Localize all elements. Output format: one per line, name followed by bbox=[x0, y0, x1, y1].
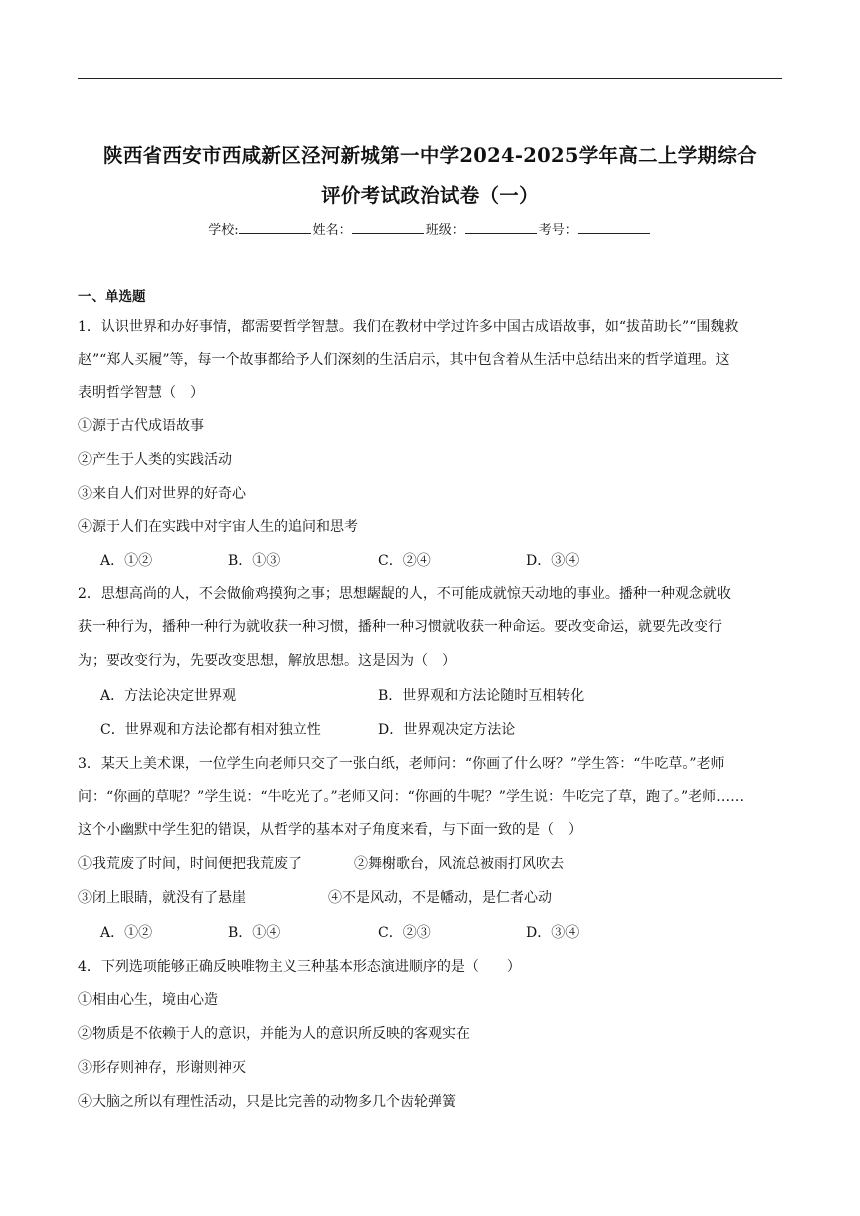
school-blank[interactable] bbox=[239, 221, 311, 234]
option-c[interactable]: C．世界观和方法论都有相对独立性 bbox=[100, 722, 321, 738]
option-b[interactable]: B．①③ bbox=[228, 553, 281, 569]
option-c[interactable]: C．②④ bbox=[378, 553, 431, 569]
option-b[interactable]: B．世界观和方法论随时互相转化 bbox=[378, 688, 585, 704]
option-d[interactable]: D．③④ bbox=[526, 553, 580, 569]
question-2-text: 为；要改变行为，先要改变思想，解放思想。这是因为（ ） bbox=[78, 653, 456, 669]
question-3-item: ①我荒废了时间，时间便把我荒废了 bbox=[78, 856, 302, 872]
exam-no-label: 考号： bbox=[538, 223, 578, 238]
option-a[interactable]: A．方法论决定世界观 bbox=[100, 688, 237, 704]
question-4-item: ③形存则神存，形谢则神灭 bbox=[78, 1060, 246, 1076]
question-3-text: 3．某天上美术课，一位学生向老师只交了一张白纸，老师问：“你画了什么呀？”学生答：“牛吃草。”老师 bbox=[78, 756, 725, 772]
exam-title-line1: 陕西省西安市西咸新区泾河新城第一中学2024-2025学年高二上学期综合 bbox=[103, 144, 757, 167]
question-1-text: 赵”“郑人买履”等，每一个故事都给予人们深刻的生活启示，其中包含着从生活中总结出来的哲学道理。这 bbox=[78, 352, 730, 368]
option-d[interactable]: D．世界观决定方法论 bbox=[378, 722, 516, 738]
exam-no-blank[interactable] bbox=[578, 221, 650, 234]
option-b[interactable]: B．①④ bbox=[228, 925, 281, 941]
header-rule bbox=[78, 78, 782, 79]
student-info-line bbox=[0, 219, 860, 238]
school-label: 学校: bbox=[208, 223, 239, 238]
question-4-item: ④大脑之所以有理性活动，只是比完善的动物多几个齿轮弹簧 bbox=[78, 1094, 456, 1110]
section-title: 一、单选题 bbox=[78, 289, 146, 305]
option-d[interactable]: D．③④ bbox=[526, 925, 580, 941]
question-3-text: 这个小幽默中学生犯的错误，从哲学的基本对子角度来看，与下面一致的是（ ） bbox=[78, 822, 582, 838]
question-3-text: 问：“你画的草呢？”学生说：“牛吃光了。”老师又问：“你画的牛呢？”学生说：牛吃完了草，跑了。”老师…… bbox=[78, 789, 745, 805]
question-1-item: ①源于古代成语故事 bbox=[78, 418, 204, 434]
question-3-item: ③闭上眼睛，就没有了悬崖 bbox=[78, 890, 246, 906]
option-a[interactable]: A．①② bbox=[100, 925, 153, 941]
question-4-item: ②物质是不依赖于人的意识，并能为人的意识所反映的客观实在 bbox=[78, 1026, 470, 1042]
question-3-item: ④不是风动，不是幡动，是仁者心动 bbox=[328, 890, 552, 906]
option-a[interactable]: A．①② bbox=[100, 553, 153, 569]
question-2-text: 2．思想高尚的人，不会做偷鸡摸狗之事；思想龌龊的人，不可能成就惊天动地的事业。播种一种观念就收 bbox=[78, 586, 731, 602]
question-4-text: 4．下列选项能够正确反映唯物主义三种基本形态演进顺序的是（ ） bbox=[78, 959, 521, 975]
class-blank[interactable] bbox=[465, 221, 537, 234]
question-3-item: ②舞榭歌台，风流总被雨打风吹去 bbox=[354, 856, 564, 872]
name-label: 姓名： bbox=[312, 223, 352, 238]
question-1-item: ②产生于人类的实践活动 bbox=[78, 452, 232, 468]
question-1-item: ③来自人们对世界的好奇心 bbox=[78, 486, 246, 502]
question-1-text: 表明哲学智慧（ ） bbox=[78, 385, 204, 401]
exam-title-line2: 评价考试政治试卷（一） bbox=[321, 184, 539, 207]
question-1-item: ④源于人们在实践中对宇宙人生的追问和思考 bbox=[78, 519, 358, 535]
name-blank[interactable] bbox=[352, 221, 424, 234]
question-4-item: ①相由心生，境由心造 bbox=[78, 992, 218, 1008]
class-label: 班级： bbox=[425, 223, 465, 238]
question-1-text: 1．认识世界和办好事情，都需要哲学智慧。我们在教材中学过许多中国古成语故事，如“拔苗助长”“围魏救 bbox=[78, 319, 739, 335]
question-2-text: 获一种行为，播种一种行为就收获一种习惯，播种一种习惯就收获一种命运。要改变命运，就要先改变行 bbox=[78, 619, 722, 635]
option-c[interactable]: C．②③ bbox=[378, 925, 431, 941]
